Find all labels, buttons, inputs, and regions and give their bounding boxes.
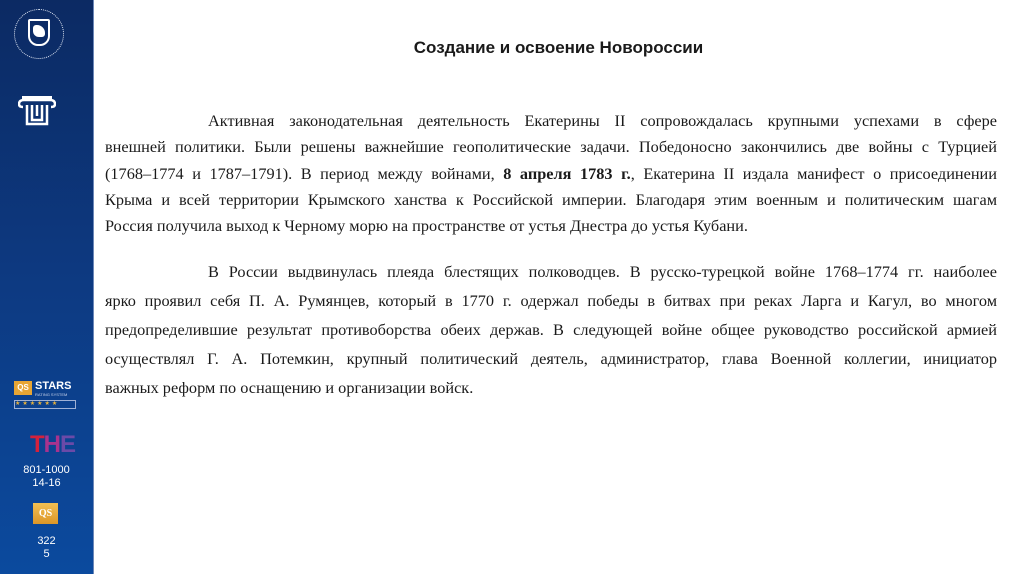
text-line: Крыма и всей территории Крымского ханства к Российской империи. Благодаря этим военным и политическим шагам	[105, 190, 997, 209]
university-crest-logo	[14, 9, 64, 59]
qs-logo: QS	[33, 503, 58, 524]
page-title: Создание и освоение Новороссии	[413, 38, 704, 57]
text-segment: , Екатерина II издала манифест о присоединении	[630, 164, 997, 183]
text-line: Россия получила выход к Черному морю на пространстве от устья Днестра до устья Кубани.	[105, 216, 748, 235]
stars-label: STARS	[35, 380, 72, 392]
star-rating-icon: ★★★★★★	[14, 400, 76, 409]
qs-stars-badge	[14, 381, 76, 411]
qs-stars-logo: QS	[14, 381, 32, 395]
the-rank-sub: 14-16	[32, 477, 61, 489]
text-line: важных реформ по оснащению и организации войск.	[105, 378, 474, 397]
bold-date: 8 апреля 1783 г.	[503, 164, 631, 183]
text-line: внешней политики. Были решены важнейшие геополитические задачи. Победоносно закончились две войны с Турцией	[105, 137, 997, 156]
text-line: Активная законодательная деятельность Екатерины II сопровождалась крупными успехами в сфере	[208, 111, 997, 130]
text-line: В России выдвинулась плеяда блестящих полководцев. В русско-турецкой войне 1768–1774 гг. наиболее	[208, 262, 997, 281]
text-segment: (1768–1774 и 1787–1791). В период между войнами,	[105, 164, 495, 183]
qs-rank-sub: 5	[43, 548, 50, 560]
text-line: ярко проявил себя П. А. Румянцев, который в 1770 г. одержал победы в битвах при реках Ларга и Кагул, во многом	[105, 291, 997, 310]
text-line	[105, 164, 997, 184]
sidebar	[0, 0, 94, 574]
text-line: осуществлял Г. А. Потемкин, крупный политический деятель, администратор, глава Военной коллегии, инициатор	[105, 349, 997, 368]
column-logo-icon	[18, 96, 56, 126]
qs-rank: 322	[37, 535, 56, 547]
the-ranking-logo: THE	[30, 431, 76, 458]
stars-subtitle: RATING SYSTEM	[35, 392, 68, 397]
the-rank: 801-1000	[23, 464, 70, 476]
shield-icon	[28, 19, 50, 46]
text-line: предопределившие результат противоборства обеих держав. В следующей войне общее руководство российской армией	[105, 320, 997, 339]
